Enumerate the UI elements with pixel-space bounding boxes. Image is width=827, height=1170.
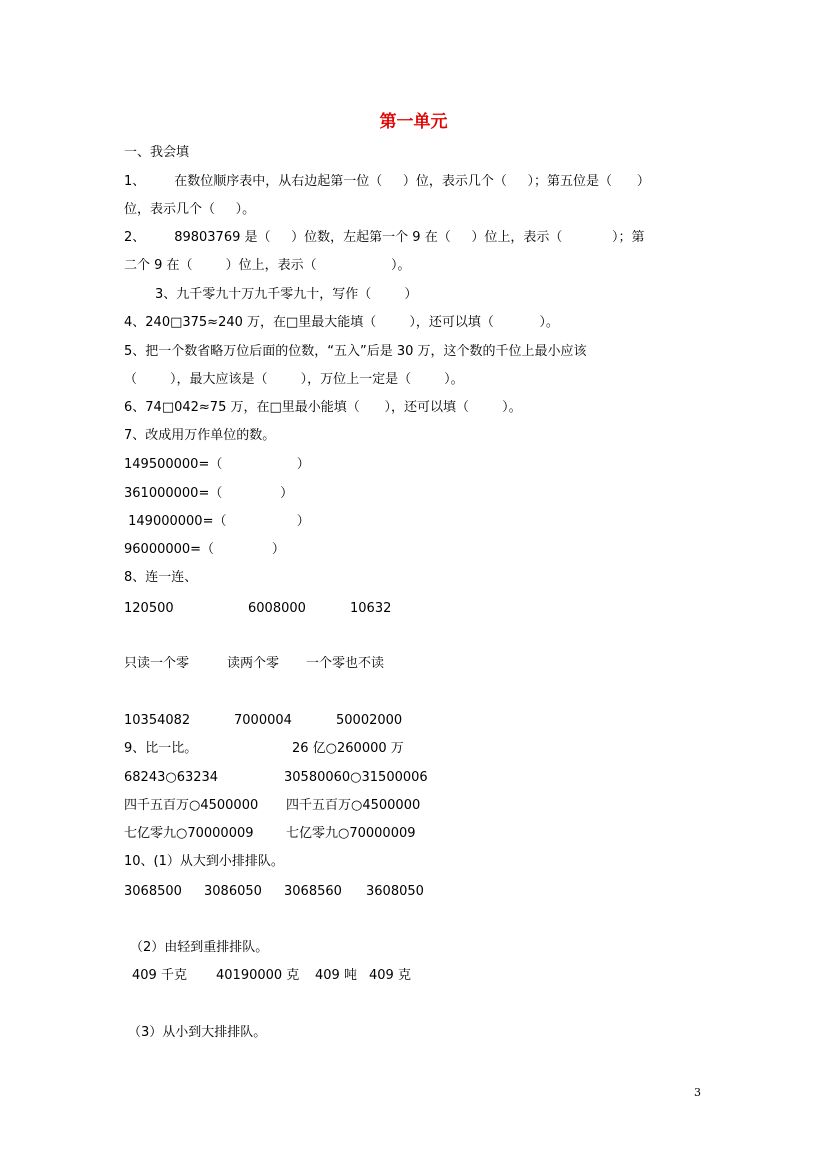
page-title: 第一单元 xyxy=(379,112,448,132)
question-9-compare: 七亿零九○70000009 xyxy=(124,826,254,841)
question-9-compare: 26 亿○260000 万 xyxy=(292,741,404,756)
question-10-sub-3: （3）从小到大排排队。 xyxy=(128,1025,267,1040)
question-4: 4、240□375≈240 万，在□里最大能填（ ），还可以填（ ）。 xyxy=(124,315,559,330)
question-8-reading-rule: 读两个零 xyxy=(227,656,280,671)
question-10-weight: 409 吨 xyxy=(315,968,357,983)
question-5-line-2: （ ），最大应该是（ ），万位上一定是（ ）。 xyxy=(124,372,464,387)
question-1-line-2: 位，表示几个（ ）。 xyxy=(124,202,256,217)
question-8-top-number: 6008000 xyxy=(248,601,306,616)
question-7-item: 149000000=（ ） xyxy=(124,514,310,529)
question-9-compare: 68243○63234 xyxy=(124,770,219,785)
question-10-sub-2: （2）由轻到重排排队。 xyxy=(130,940,269,955)
question-9-compare: 七亿零九○70000009 xyxy=(286,826,416,841)
question-5-line-1: 5、把一个数省略万位后面的位数，“五入”后是 30 万，这个数的千位上最小应该 xyxy=(124,344,587,359)
question-7-item: 96000000=（ ） xyxy=(124,542,285,557)
question-8-bottom-number: 10354082 xyxy=(124,713,191,728)
question-8-bottom-number: 50002000 xyxy=(336,713,403,728)
question-9-compare: 四千五百万○4500000 xyxy=(286,798,421,813)
question-10-number: 3086050 xyxy=(204,884,262,899)
page-number: 3 xyxy=(694,1086,701,1099)
question-10-number: 3068500 xyxy=(124,884,182,899)
question-8-reading-rule: 一个零也不读 xyxy=(306,656,385,671)
question-10-weight: 409 千克 xyxy=(132,968,187,983)
question-2-line-1: 2、 89803769 是（ ）位数，左起第一个 9 在（ ）位上，表示（ ）；第 xyxy=(124,230,645,245)
question-3: 3、九千零九十万九千零九十，写作（ ） xyxy=(155,287,418,302)
question-1-line-1: 1、 在数位顺序表中，从右边起第一位（ ）位，表示几个（ ）；第五位是（ ） xyxy=(124,174,650,189)
question-10-weight: 409 克 xyxy=(369,968,411,983)
question-9-title: 9、比一比。 xyxy=(124,741,198,756)
question-8-title: 8、连一连、 xyxy=(124,570,198,585)
question-8-bottom-number: 7000004 xyxy=(234,713,292,728)
question-10-weight: 40190000 克 xyxy=(216,968,300,983)
question-7-item: 149500000=（ ） xyxy=(124,457,310,472)
section-heading: 一、我会填 xyxy=(124,145,190,160)
question-9-compare: 四千五百万○4500000 xyxy=(124,798,259,813)
question-9-compare: 30580060○31500006 xyxy=(284,770,428,785)
question-7-item: 361000000=（ ） xyxy=(124,486,294,501)
question-8-top-number: 10632 xyxy=(350,601,392,616)
question-10-number: 3068560 xyxy=(284,884,342,899)
question-8-top-number: 120500 xyxy=(124,601,174,616)
question-10-title: 10、(1）从大到小排排队。 xyxy=(124,854,284,869)
question-6: 6、74□042≈75 万，在□里最小能填（ ），还可以填（ ）。 xyxy=(124,400,522,415)
question-8-reading-rule: 只读一个零 xyxy=(124,656,190,671)
question-7-title: 7、改成用万作单位的数。 xyxy=(124,428,276,443)
question-10-number: 3608050 xyxy=(366,884,424,899)
question-2-line-2: 二个 9 在（ ）位上，表示（ ）。 xyxy=(124,258,411,273)
